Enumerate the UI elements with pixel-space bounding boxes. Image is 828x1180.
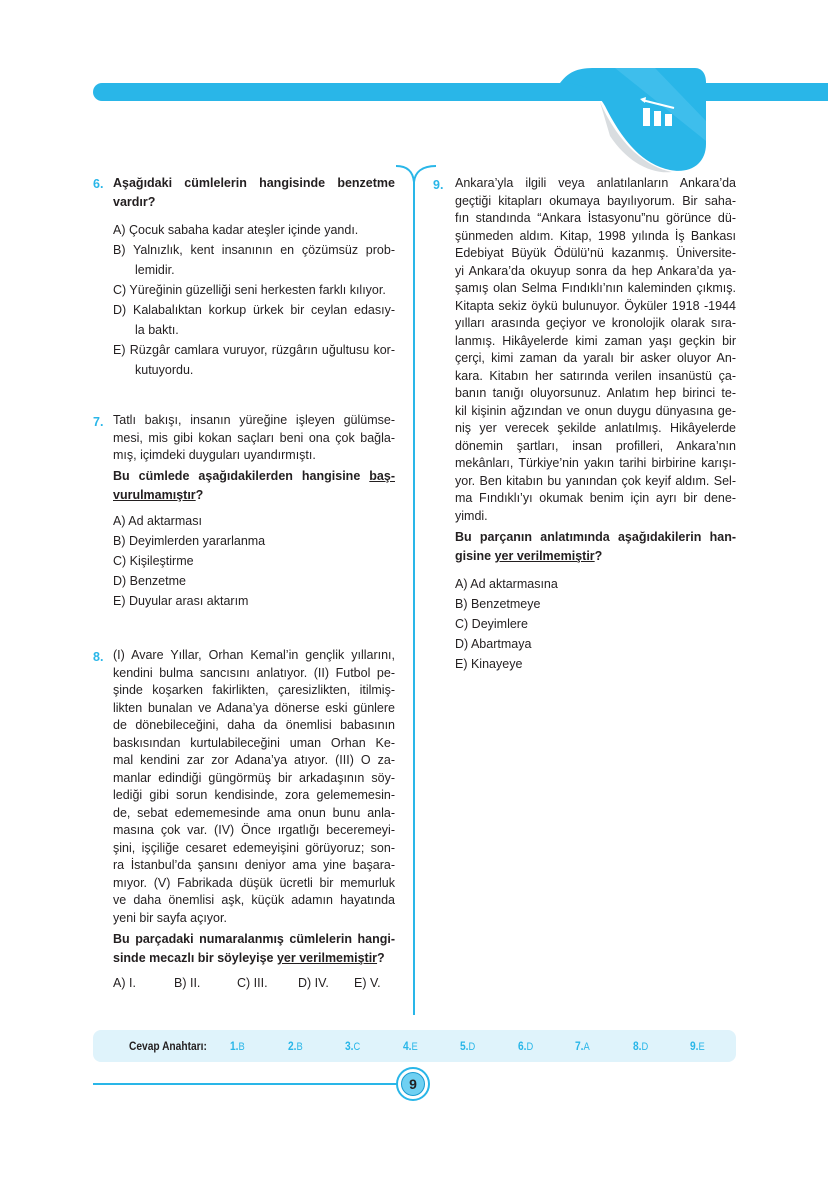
option-text: E) Rüzgâr camlara vuruyor, rüzgârın uğultusu kor- [113, 343, 395, 357]
question-emphasis: yer verilmemiştir [276, 951, 378, 965]
passage-line: geçtiği kitapları okumaya bayılıyorum. Bir saha- [455, 193, 736, 208]
question-stem: Bu parçadaki numaralanmış cümlelerin hangi- [113, 932, 395, 946]
answer-letter: A [583, 1041, 590, 1053]
option-b[interactable]: B) Benzetmeye [455, 597, 541, 611]
passage-line: çerçi, kimi zaman da yaralı bir asker oluyor An- [455, 351, 736, 365]
column-divider [413, 180, 415, 1015]
passage-line: mekânları, Türkiye’nin yakın tarihi birbirine karışı- [455, 456, 736, 470]
answer-number: 9. [690, 1039, 699, 1053]
answer-number: 2. [287, 1039, 297, 1053]
option-d[interactable] [113, 300, 395, 340]
answer-key-item [690, 1039, 705, 1053]
answer-number: 3. [345, 1039, 354, 1053]
question-text: gisine [455, 549, 495, 563]
passage-line: lediği gibi sorun kendisinde, zora gelememesin- [113, 788, 395, 802]
options-row [113, 973, 395, 993]
bar-chart-icon [560, 66, 710, 176]
option-e[interactable]: E) V. [354, 976, 381, 990]
question-stem [455, 547, 736, 566]
question-7 [93, 412, 395, 611]
option-b[interactable]: B) II. [174, 976, 201, 990]
passage-line: yi Ankara’da okuyup sonra da hep Ankara’da ya- [455, 263, 736, 278]
option-a[interactable] [113, 220, 395, 240]
question-stem: Aşağıdaki cümlelerin hangisinde benzetme [113, 176, 395, 190]
passage-line: mıyor. (V) Fabrikada düşük ücretli bir memurluk [113, 875, 395, 890]
question-emphasis: vurulmamıştır [113, 487, 196, 502]
passage-line: masına çok var. (IV) Önce ırgatlığı beceremeyi- [113, 823, 395, 837]
option-text: D) Kalabalıktan korkup ürkek bir ceylan edasıy- [113, 303, 395, 317]
answer-number: 7. [575, 1039, 584, 1053]
answer-letter: D [641, 1041, 648, 1053]
option-e[interactable] [113, 340, 395, 380]
option-b[interactable]: B) Deyimlerden yararlanma [113, 533, 266, 548]
page-number-badge [396, 1067, 430, 1101]
question-8 [93, 647, 395, 993]
answer-key-item [460, 1039, 475, 1053]
option-d[interactable]: D) Benzetme [113, 573, 186, 588]
passage-line: dönemin şartları, insan profilleri, Ankara’nın [455, 438, 736, 453]
answer-number: 6. [517, 1039, 527, 1053]
passage-line: likten bunalan ve Adana’ya dönerse eski günlere [113, 700, 395, 715]
option-text: A) Çocuk sabaha kadar ateşler içinde yandı. [113, 223, 359, 237]
answer-letter: D [468, 1041, 476, 1053]
question-emphasis: yer verilmemiştir [494, 549, 595, 563]
answer-letter: C [353, 1041, 361, 1053]
answer-number: 1. [230, 1039, 239, 1053]
answer-letter: E [411, 1041, 418, 1053]
question-stem [113, 467, 395, 486]
question-number: 6. [93, 177, 104, 191]
option-c[interactable]: C) III. [237, 976, 268, 990]
option-d[interactable]: D) IV. [298, 976, 329, 990]
question-stem [113, 949, 395, 968]
answer-letter: E [698, 1041, 705, 1053]
answer-key-item [518, 1039, 533, 1053]
question-text: ? [377, 951, 385, 965]
passage-line: ve daha önemlisi aşk, küçük adamın hayatında [113, 893, 395, 907]
question-number: 7. [93, 415, 104, 429]
question-9 [433, 175, 736, 674]
column-divider-curve [396, 164, 436, 184]
passage-line: şinde koşarken fakirlikten, çaresizlikten, itilmiş- [113, 683, 395, 697]
passage-line: kendini bulma sancısını anlatıyor. (II) Futbol pe- [113, 665, 395, 680]
passage-line: kil kişinin ağzından ve onun duygu dünyasına ge- [455, 403, 736, 418]
answer-key-item [345, 1039, 360, 1053]
passage-line: de, sebat edememesinde ama onun bunu anla- [113, 805, 395, 820]
answer-key [93, 1030, 736, 1062]
option-a[interactable]: A) Ad aktarmasına [455, 577, 558, 591]
question-text: ? [195, 487, 204, 502]
passage-line: Kitapta sekiz öykü bulunuyor. Öyküler 1918 -1944 [455, 298, 736, 313]
option-c[interactable]: C) Deyimlere [455, 617, 528, 631]
passage-line: manlar edindiği güngörmüş bir arkadaşının söy- [113, 770, 395, 785]
answer-key-label: Cevap Anahtarı: [129, 1039, 207, 1053]
question-stem [113, 486, 395, 505]
option-c[interactable] [113, 280, 395, 300]
question-number: 8. [93, 650, 104, 664]
question-text: ? [594, 549, 603, 563]
answer-letter: B [238, 1041, 245, 1053]
passage-line: şini, işçiliğe cesaret edemeyişini görüyoruz; son- [113, 840, 395, 855]
passage-line: yılları arasında geçiyor ve kronolojik olarak sıra- [455, 316, 736, 330]
header-bar [93, 83, 828, 101]
option-a[interactable]: A) I. [113, 976, 136, 990]
answer-number: 4. [402, 1039, 412, 1053]
footer-line [93, 1083, 397, 1085]
passage-line: ma Fındıklı’yı okumak benim için ayrı bir dene- [455, 491, 736, 505]
option-c[interactable]: C) Kişileştirme [113, 553, 194, 568]
question-6 [93, 174, 395, 380]
question-stem: vardır? [113, 195, 156, 209]
passage-line: yor. Ben kitabın bu yanından çok keyif aldım. Sel- [455, 473, 736, 488]
passage-line: niş yer verecek şekilde anlatılmış. Hikâyelerde [455, 421, 736, 435]
answer-key-item [288, 1039, 303, 1053]
passage-line: şünmeden aldım. Kitap, 1998 yılında İş Bankası [455, 228, 736, 243]
option-text: B) Yalnızlık, kent insanının en çözümsüz prob- [113, 243, 395, 257]
passage-line: (I) Avare Yıllar, Orhan Kemal’in gençlik yıllarını, [113, 648, 395, 662]
option-b[interactable] [113, 240, 395, 280]
answer-number: 8. [632, 1039, 642, 1053]
passage-line: mış, içimdeki duyguları uyandırmıştı. [113, 448, 316, 462]
passage-line: yimdi. [455, 508, 488, 523]
passage-line: şamış olan Selma Fındıklı’nın kaleminden çıkmış. [455, 281, 736, 295]
passage-line: Edebiyat Büyük Ödülü’nü kazanmış. Üniversite- [455, 246, 736, 260]
option-text: lemidir. [135, 263, 175, 277]
answer-letter: D [526, 1041, 533, 1053]
page-number: 9 [401, 1072, 425, 1096]
passage-line: yeni bir sayfa açıyor. [113, 910, 227, 925]
question-emphasis: baş- [369, 468, 395, 483]
option-e[interactable]: E) Kinayeye [455, 657, 523, 671]
option-d[interactable]: D) Abartmaya [455, 637, 532, 651]
passage-line: ra İstanbul’da şansını deniyor ama yine başara- [113, 858, 395, 872]
answer-letter: B [296, 1041, 303, 1053]
option-text: kutuyordu. [135, 363, 194, 377]
option-text: la baktı. [135, 323, 179, 337]
passage-line: Ankara’yla ilgili veya anlatılanların Ankara’da [455, 176, 736, 190]
question-text: Bu cümlede aşağıdakilerden hangisine [113, 468, 370, 483]
option-text: C) Yüreğinin güzelliği seni herkesten farklı kılıyor. [113, 283, 386, 297]
passage-line: mal kendini zar zor Adana’ya atıyor. (III) O za- [113, 753, 395, 767]
passage-line: banın tanığı oluyorsunuz. Anlatım hep birinci te- [455, 386, 736, 400]
passage-line: lanmış. Hikâyelerde kimi zaman yaşı geçkin bir [455, 333, 736, 348]
passage-line: baskısından kurtulabileceğini uman Orhan Ke- [113, 735, 395, 750]
passage-line: de dönebileceğini, daha da önemlisi babasının [113, 718, 395, 732]
question-number: 9. [433, 178, 444, 192]
option-a[interactable]: A) Ad aktarması [113, 513, 202, 528]
question-text: sinde mecazlı bir söyleyişe [113, 951, 277, 965]
option-e[interactable]: E) Duyular arası aktarım [113, 593, 249, 608]
answer-number: 5. [460, 1039, 469, 1053]
answer-key-item [575, 1039, 590, 1053]
answer-key-item [403, 1039, 418, 1053]
answer-key-item [230, 1039, 245, 1053]
question-stem: Bu parçanın anlatımında aşağıdakilerin han- [455, 530, 736, 544]
passage-line: mesi, mis gibi kokan saçları beni ona çok bağla- [113, 430, 395, 445]
answer-key-item [633, 1039, 648, 1053]
passage-line: kara. Kitabın her satırında verilen insanüstü ça- [455, 368, 736, 383]
passage-line: Tatlı bakışı, insanın yüreğine işleyen gülümse- [113, 413, 395, 427]
passage-line: fın standında “Ankara İstasyonu”nu görünce dü- [455, 211, 736, 225]
